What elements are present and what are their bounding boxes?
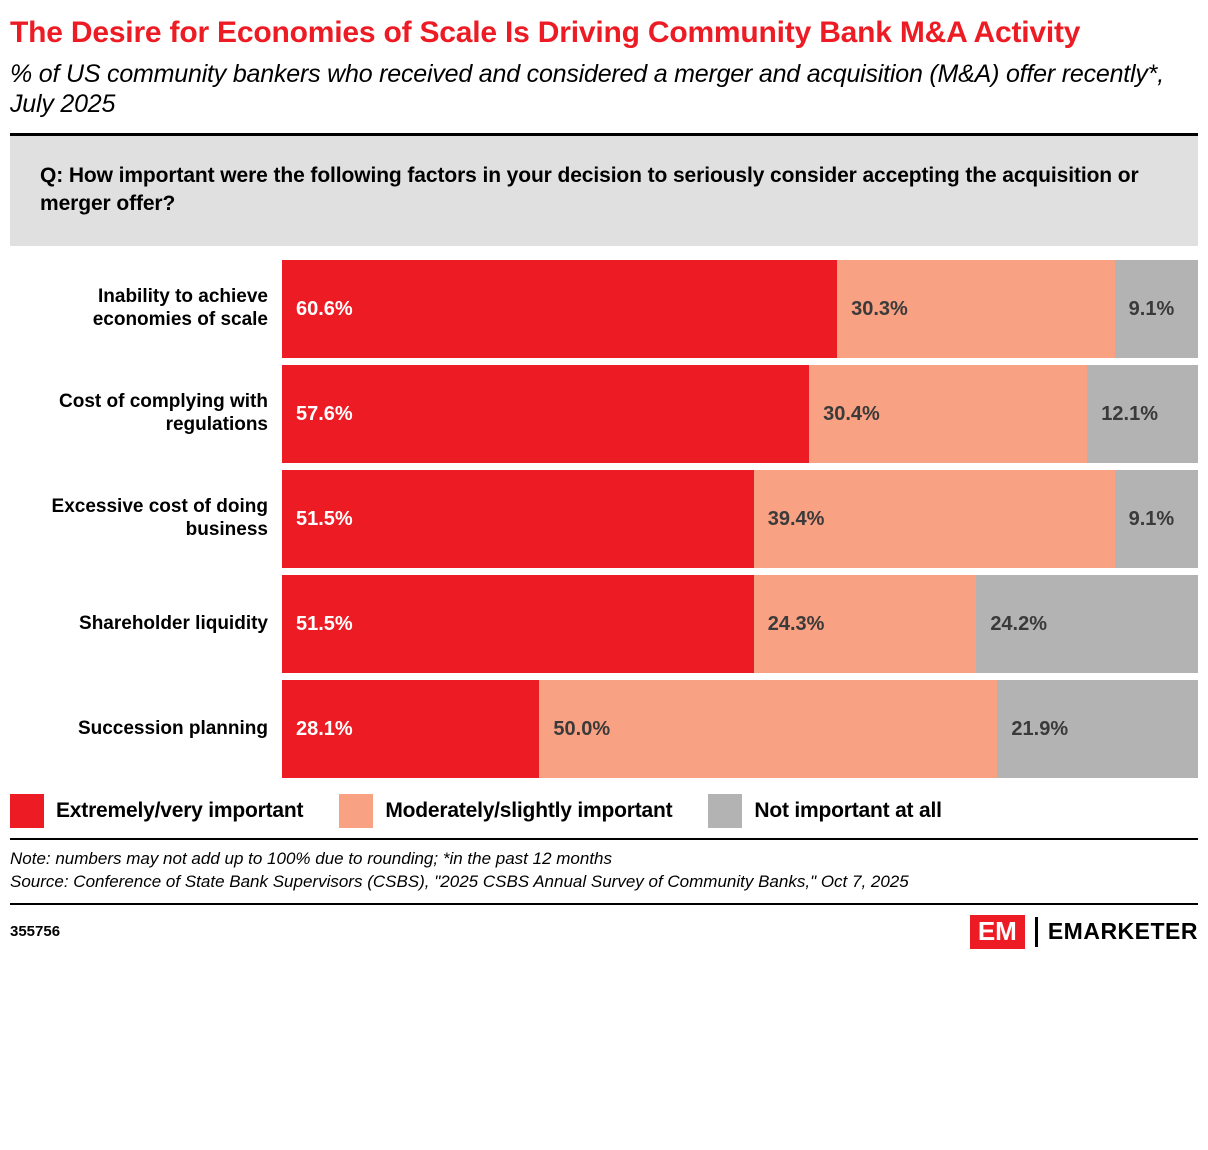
category-label: Succession planning [77, 717, 268, 739]
brand-name: EMARKETER [1047, 918, 1198, 945]
question-text: Q: How important were the following factors in your decision to seriously consider accepting the acquisition or merger offer? [40, 163, 1139, 215]
bar-segment-not-important: 9.1% [1115, 470, 1198, 568]
bar-segment-extremely-very: 51.5% [282, 470, 754, 568]
legend-item-extremely-very [10, 794, 303, 828]
chart-row [10, 260, 1198, 358]
legend-label: Moderately/slightly important [385, 799, 673, 823]
bar-segment-not-important: 24.2% [976, 575, 1198, 673]
bar-segment-extremely-very: 51.5% [282, 575, 754, 673]
bar-track [282, 680, 1198, 778]
page-subtitle: % of US community bankers who received and considered a merger and acquisition (M&A) offer recently*, July 2025 [10, 59, 1164, 118]
chart-row [10, 470, 1198, 568]
legend-item-moderately-slightly [339, 794, 672, 828]
bar-segment-moderately-slightly: 24.3% [754, 575, 977, 673]
bar-segment-moderately-slightly: 50.0% [539, 680, 997, 778]
bar-segment-moderately-slightly: 30.4% [809, 365, 1087, 463]
bar-segment-extremely-very: 57.6% [282, 365, 809, 463]
legend-swatch-icon [10, 794, 44, 828]
page-title: The Desire for Economies of Scale Is Driving Community Bank M&A Activity [10, 16, 1081, 49]
bar-track [282, 365, 1198, 463]
bar-segment-extremely-very: 60.6% [282, 260, 837, 358]
legend-swatch-icon [708, 794, 742, 828]
bar-track [282, 260, 1198, 358]
bar-segment-extremely-very: 28.1% [282, 680, 539, 778]
question-band [10, 136, 1198, 247]
legend-label: Not important at all [754, 799, 942, 823]
bar-segment-not-important: 21.9% [997, 680, 1198, 778]
category-label: Excessive cost of doing business [51, 496, 268, 541]
bar-segment-not-important: 9.1% [1115, 260, 1198, 358]
legend-label: Extremely/very important [56, 799, 304, 823]
bar-segment-moderately-slightly: 30.3% [837, 260, 1115, 358]
chart-id: 355756 [10, 923, 61, 941]
bar-segment-not-important: 12.1% [1087, 365, 1198, 463]
chart-row [10, 575, 1198, 673]
chart-legend [10, 794, 1198, 838]
category-label: Inability to achieve economies of scale [92, 286, 268, 331]
brand-mark-icon: EM [970, 915, 1025, 949]
notes-block [10, 840, 1198, 899]
chart-row [10, 680, 1198, 778]
stacked-bar-chart [10, 260, 1198, 778]
brand-logo [970, 915, 1198, 949]
brand-divider [1035, 917, 1038, 947]
category-label: Shareholder liquidity [79, 612, 268, 634]
bar-track [282, 575, 1198, 673]
chart-row [10, 365, 1198, 463]
bar-segment-moderately-slightly: 39.4% [754, 470, 1115, 568]
footer [10, 905, 1198, 949]
source-text: Source: Conference of State Bank Supervisors (CSBS), "2025 CSBS Annual Survey of Community Banks," Oct 7, 2025 [10, 871, 909, 891]
category-label: Cost of complying with regulations [59, 391, 268, 436]
note-text: Note: numbers may not add up to 100% due to rounding; *in the past 12 months [10, 849, 612, 869]
legend-swatch-icon [339, 794, 373, 828]
legend-item-not-important [708, 794, 941, 828]
bar-track [282, 470, 1198, 568]
